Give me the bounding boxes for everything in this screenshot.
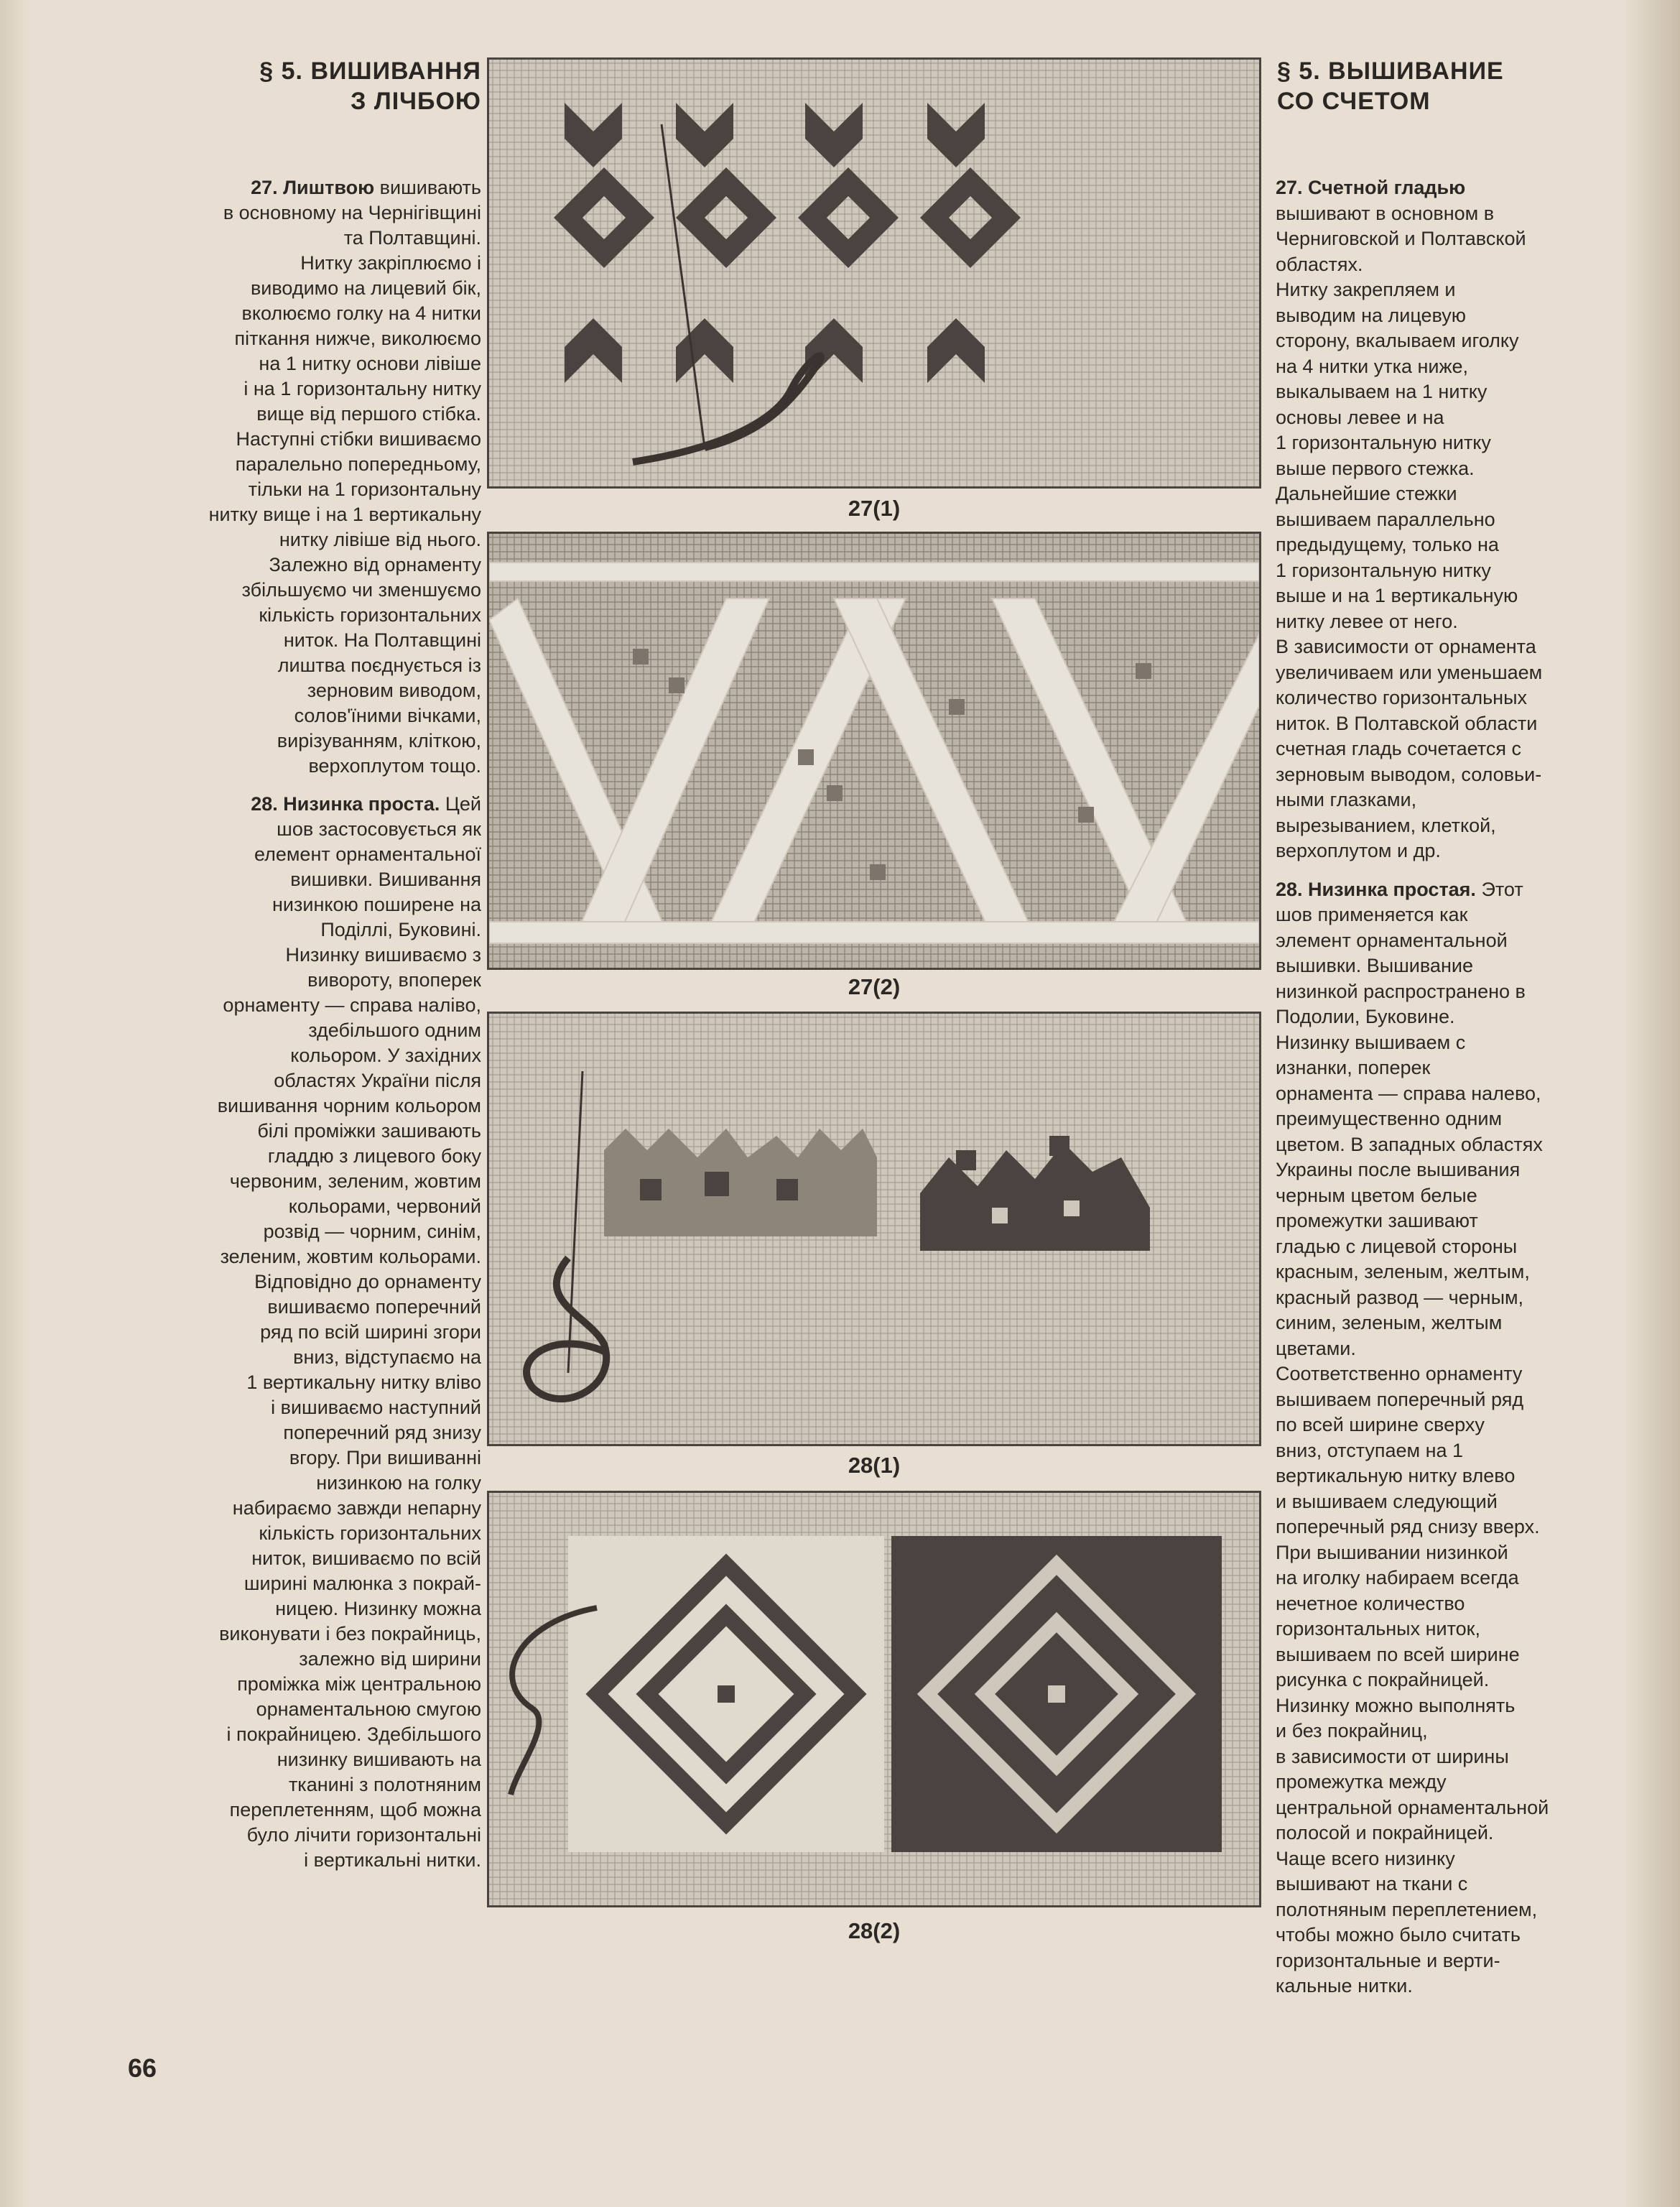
ru-p27-line: выкалываем на 1 нитку <box>1276 381 1488 402</box>
heading-ru-line1: § 5. ВЫШИВАНИЕ <box>1277 57 1504 85</box>
ua-p28-line: і вертикальні нитки. <box>304 1849 481 1871</box>
ua-p28-line: Поділлі, Буковині. <box>320 919 481 940</box>
ua-p27-line: нитку вище і на 1 вертикальну <box>208 504 481 525</box>
ru-p27-line: выше первого стежка. <box>1276 457 1475 479</box>
ua-p28-line: низинку вишивають на <box>277 1749 481 1770</box>
ua-p27-line: Наступні стібки вишиваємо <box>236 428 481 450</box>
ua-p27-line: Залежно від орнаменту <box>269 554 481 575</box>
ukrainian-text-column <box>108 175 481 1873</box>
ua-paragraph-27 <box>108 200 481 779</box>
ru-p28-line: цветами. <box>1276 1337 1356 1359</box>
ru-p27-line: Черниговской и Полтавской <box>1276 228 1526 249</box>
ru-p28-line: Украины после вышивания <box>1276 1159 1521 1180</box>
ua-paragraph-28 <box>108 817 481 1873</box>
ru-p27-line: 1 горизонтальную нитку <box>1276 432 1491 453</box>
ua-p28-line: проміжка між центральною <box>237 1673 481 1695</box>
ru-p28-line: элемент орнаментальной <box>1276 929 1508 951</box>
ua-p27-line: зерновим виводом, <box>307 680 481 701</box>
ua-p28-line: низинкою поширене на <box>272 894 481 915</box>
ru-p28-line: вниз, отступаем на 1 <box>1276 1439 1464 1461</box>
ua-p28-line: було лічити горизонтальні <box>246 1824 481 1846</box>
ua-p28-line: тканині з полотняним <box>288 1774 481 1795</box>
embroidery-photo-28-1 <box>487 1012 1261 1446</box>
ua-p28-line: ниток, вишиваємо по всій <box>251 1547 481 1569</box>
ua-p28-line: вишивання чорним кольором <box>217 1095 481 1116</box>
ua-p28-line: елемент орнаментальної <box>254 843 481 865</box>
ru-p27-line: на 4 нитки утка ниже, <box>1276 355 1469 377</box>
ru-p28-line: преимущественно одним <box>1276 1108 1503 1129</box>
ru-p27-line: сторону, вкалываем иголку <box>1276 330 1519 351</box>
ru-p27-line: счетная гладь сочетается с <box>1276 738 1521 759</box>
ua-p28-line: вишиваємо поперечний <box>267 1296 481 1318</box>
ru-p28-line: поперечный ряд снизу вверх. <box>1276 1516 1540 1537</box>
ua-p27-line: лиштва поєднується із <box>277 654 481 676</box>
page-number: 66 <box>128 2053 157 2083</box>
heading-ukrainian <box>151 56 481 116</box>
ua-p28-line: кольорами, червоний <box>288 1195 481 1217</box>
ru-p28-line: по всей ширине сверху <box>1276 1414 1485 1435</box>
ru-p27-line: увеличиваем или уменьшаем <box>1276 661 1543 683</box>
ru-p28-line: Соответственно орнаменту <box>1276 1363 1523 1384</box>
embroidery-image-28-1 <box>489 1014 1259 1444</box>
ru-p28-line: и без покрайниц, <box>1276 1720 1428 1741</box>
ru-p28-line: чтобы можно было считать <box>1276 1924 1521 1945</box>
ua-p28-line: і покрайницею. Здебільшого <box>226 1724 481 1745</box>
ua-p28-line: і вишиваємо наступний <box>271 1397 481 1418</box>
ua-p27-line: збільшуємо чи зменшуємо <box>241 579 481 601</box>
ua-p27-line: вище від першого стібка. <box>256 403 481 425</box>
ua-p27-line: Нитку закріплюємо і <box>300 252 481 274</box>
ru-p28-line: красный развод — черным, <box>1276 1286 1524 1308</box>
ua-p28-line: Низинку вишиваємо з <box>285 944 481 966</box>
ua-p27-line: нитку лівіше від нього. <box>279 529 481 550</box>
ru-p28-line: кальные нитки. <box>1276 1975 1413 1997</box>
ua-p28-line: гладдю з лицевого боку <box>267 1145 481 1167</box>
caption-28-1: 28(1) <box>848 1453 901 1478</box>
ua-p27-line: верхоплутом тощо. <box>308 755 481 777</box>
ua-p28-line: залежно від ширини <box>299 1648 481 1670</box>
ua-p28-line: ницею. Низинку можна <box>275 1598 481 1619</box>
ru-p28-line: черным цветом белые <box>1276 1184 1477 1206</box>
ru-para27-first-line <box>1276 175 1663 201</box>
ua-para27-first-line <box>108 175 481 200</box>
ru-p27-line: выше и на 1 вертикальную <box>1276 585 1518 606</box>
ua-para28-lead: 28. Низинка проста. <box>251 793 440 815</box>
caption-28-2: 28(2) <box>848 1918 901 1943</box>
ua-p28-line: виконувати і без покрайниць, <box>219 1623 481 1644</box>
ua-p27-line: паралельно попередньому, <box>235 453 481 475</box>
ua-p27-line: ниток. На Полтавщині <box>283 629 481 651</box>
ua-p27-line: на 1 нитку основи лівіше <box>259 353 481 374</box>
ru-para28-first-line <box>1276 877 1663 903</box>
ru-p28-line: Низинку можно выполнять <box>1276 1694 1516 1716</box>
ua-p28-line: 1 вертикальну нитку вліво <box>246 1371 481 1393</box>
ru-p28-line: гладью с лицевой стороны <box>1276 1235 1518 1257</box>
ru-p28-line: промежутка между <box>1276 1771 1447 1792</box>
ua-p27-line: тільки на 1 горизонтальну <box>248 478 481 500</box>
ua-p28-line: низинкою на голку <box>316 1472 481 1494</box>
ru-p28-line: вышивают на ткани с <box>1276 1873 1468 1894</box>
caption-27-1: 27(1) <box>848 496 901 521</box>
ua-para27-first-rest: вишивають <box>374 177 481 198</box>
ua-p28-line: вниз, відступаємо на <box>293 1346 481 1368</box>
ru-p28-line: изнанки, поперек <box>1276 1057 1431 1078</box>
ru-para28-lead: 28. Низинка простая. <box>1276 878 1476 900</box>
ru-p28-line: полотняным переплетением, <box>1276 1898 1538 1920</box>
ru-p27-line: основы левее и на <box>1276 406 1444 428</box>
ru-p27-line: Дальнейшие стежки <box>1276 483 1457 504</box>
ua-p28-line: Відповідно до орнаменту <box>254 1271 481 1292</box>
heading-ua-line1: § 5. ВИШИВАННЯ <box>259 57 481 85</box>
embroidery-photo-27-1 <box>487 57 1261 489</box>
ua-p28-line: вгору. При вишиванні <box>289 1447 481 1468</box>
ru-p27-line: 1 горизонтальную нитку <box>1276 559 1491 581</box>
ua-p27-line: солов'їними вічками, <box>294 705 481 726</box>
russian-text-column <box>1276 175 1663 1999</box>
ua-p27-line: кількість горизонтальних <box>259 604 481 626</box>
ua-para28-first-line <box>108 792 481 817</box>
ru-p28-line: Низинку вышиваем с <box>1276 1031 1466 1053</box>
ua-p28-line: вишивки. Вишивання <box>290 869 481 890</box>
ru-p28-line: промежутки зашивают <box>1276 1210 1478 1231</box>
ru-p27-line: вышиваем параллельно <box>1276 508 1495 530</box>
ru-p28-line: в зависимости от ширины <box>1276 1745 1509 1767</box>
ua-p28-line: набираємо завжди непарну <box>232 1497 481 1519</box>
ru-p27-line: зерновым выводом, соловьи- <box>1276 763 1542 785</box>
ua-para28-first-rest: Цей <box>440 793 481 815</box>
ru-p27-line: вырезыванием, клеткой, <box>1276 814 1496 836</box>
heading-russian <box>1277 56 1651 116</box>
ua-p27-line: та Полтавщині. <box>343 227 481 249</box>
ua-p28-line: областях України після <box>274 1070 481 1091</box>
ru-p28-line: цветом. В западных областях <box>1276 1133 1543 1155</box>
ru-p27-line: выводим на лицевую <box>1276 304 1467 326</box>
ru-p27-line: предыдущему, только на <box>1276 534 1499 555</box>
embroidery-image-27-2 <box>489 534 1259 968</box>
ua-p28-line: червоним, зеленим, жовтим <box>229 1170 481 1192</box>
ru-p27-line: верхоплутом и др. <box>1276 840 1441 861</box>
caption-27-2: 27(2) <box>848 974 901 999</box>
ua-p27-line: вирізуванням, кліткою, <box>277 730 481 751</box>
ru-paragraph-28 <box>1276 902 1663 1999</box>
ua-p27-line: в основному на Чернігівщині <box>223 202 481 223</box>
ru-para28-first-rest: Этот <box>1475 878 1523 900</box>
ua-p28-line: кількість горизонтальних <box>259 1522 481 1544</box>
ua-p28-line: орнаментальною смугою <box>256 1698 481 1720</box>
heading-ua-line2: З ЛІЧБОЮ <box>351 88 481 115</box>
ru-p27-line: вышивают в основном в <box>1276 202 1495 224</box>
ru-p27-line: количество горизонтальных <box>1276 687 1527 708</box>
ru-p28-line: вышиваем поперечный ряд <box>1276 1388 1524 1410</box>
ru-p28-line: центральной орнаментальной <box>1276 1796 1549 1818</box>
ru-p28-line: горизонтальные и верти- <box>1276 1949 1500 1971</box>
ua-p28-line: білі проміжки зашивають <box>257 1120 481 1142</box>
ua-p28-line: переплетенням, щоб можна <box>229 1799 481 1820</box>
ru-p27-line: Нитку закрепляем и <box>1276 279 1456 300</box>
ua-p28-line: орнаменту — справа наліво, <box>223 994 481 1016</box>
ru-p27-line: ниток. В Полтавской области <box>1276 712 1538 734</box>
embroidery-photo-27-2 <box>487 532 1261 970</box>
ru-p28-line: При вышивании низинкой <box>1276 1541 1508 1563</box>
ru-p27-line: областях. <box>1276 253 1363 275</box>
ru-p28-line: орнамента — справа налево, <box>1276 1082 1541 1104</box>
ru-p28-line: красным, зеленым, желтым, <box>1276 1261 1530 1282</box>
ua-p28-line: здебільшого одним <box>308 1019 481 1041</box>
ru-p28-line: синим, зеленым, желтым <box>1276 1312 1503 1333</box>
ua-p28-line: вивороту, впоперек <box>307 969 481 991</box>
embroidery-photo-28-2 <box>487 1491 1261 1907</box>
ua-p28-line: зеленим, жовтим кольорами. <box>220 1246 481 1267</box>
ru-p28-line: нечетное количество <box>1276 1592 1465 1614</box>
ru-p27-line: В зависимости от орнамента <box>1276 636 1536 657</box>
ua-p28-line: розвід — чорним, синім, <box>263 1221 481 1242</box>
embroidery-image-28-2 <box>489 1493 1259 1905</box>
ua-p28-line: ширині малюнка з покрай- <box>243 1573 481 1594</box>
ru-p28-line: горизонтальных ниток, <box>1276 1618 1480 1639</box>
ru-p28-line: Подолии, Буковине. <box>1276 1006 1455 1027</box>
ru-paragraph-27 <box>1276 201 1663 864</box>
ru-p28-line: вышиваем по всей ширине <box>1276 1643 1520 1665</box>
ru-p28-line: рисунка с покрайницей. <box>1276 1669 1490 1690</box>
ua-p28-line: шов застосовується як <box>277 818 481 840</box>
ru-p28-line: полосой и покрайницей. <box>1276 1822 1494 1843</box>
ru-p27-line: нитку левее от него. <box>1276 610 1458 632</box>
ru-p28-line: на иголку набираем всегда <box>1276 1567 1519 1588</box>
ru-p28-line: и вышиваем следующий <box>1276 1490 1498 1512</box>
ua-p28-line: ряд по всій ширині згори <box>260 1321 481 1343</box>
heading-ru-line2: СО СЧЕТОМ <box>1277 88 1431 115</box>
ru-p27-line: ными глазками, <box>1276 789 1417 810</box>
ua-p27-line: піткання нижче, виколюємо <box>234 328 481 349</box>
ru-p28-line: вышивки. Вышивание <box>1276 955 1473 976</box>
ua-p27-line: виводимо на лицевий бік, <box>250 277 481 299</box>
embroidery-image-27-1 <box>489 60 1259 486</box>
ua-p28-line: кольором. У західних <box>290 1045 481 1066</box>
ru-para27-lead: 27. Счетной гладью <box>1276 177 1466 198</box>
ru-p28-line: Чаще всего низинку <box>1276 1847 1455 1869</box>
ua-para27-lead: 27. Лиштвою <box>251 177 375 198</box>
ru-p28-line: вертикальную нитку влево <box>1276 1465 1516 1486</box>
ru-p28-line: шов применяется как <box>1276 904 1468 925</box>
ru-p28-line: низинкой распространено в <box>1276 980 1526 1002</box>
ua-p28-line: поперечний ряд знизу <box>283 1422 481 1443</box>
ua-p27-line: вколюємо голку на 4 нитки <box>241 302 481 324</box>
ua-p27-line: і на 1 горизонтальну нитку <box>243 378 481 399</box>
